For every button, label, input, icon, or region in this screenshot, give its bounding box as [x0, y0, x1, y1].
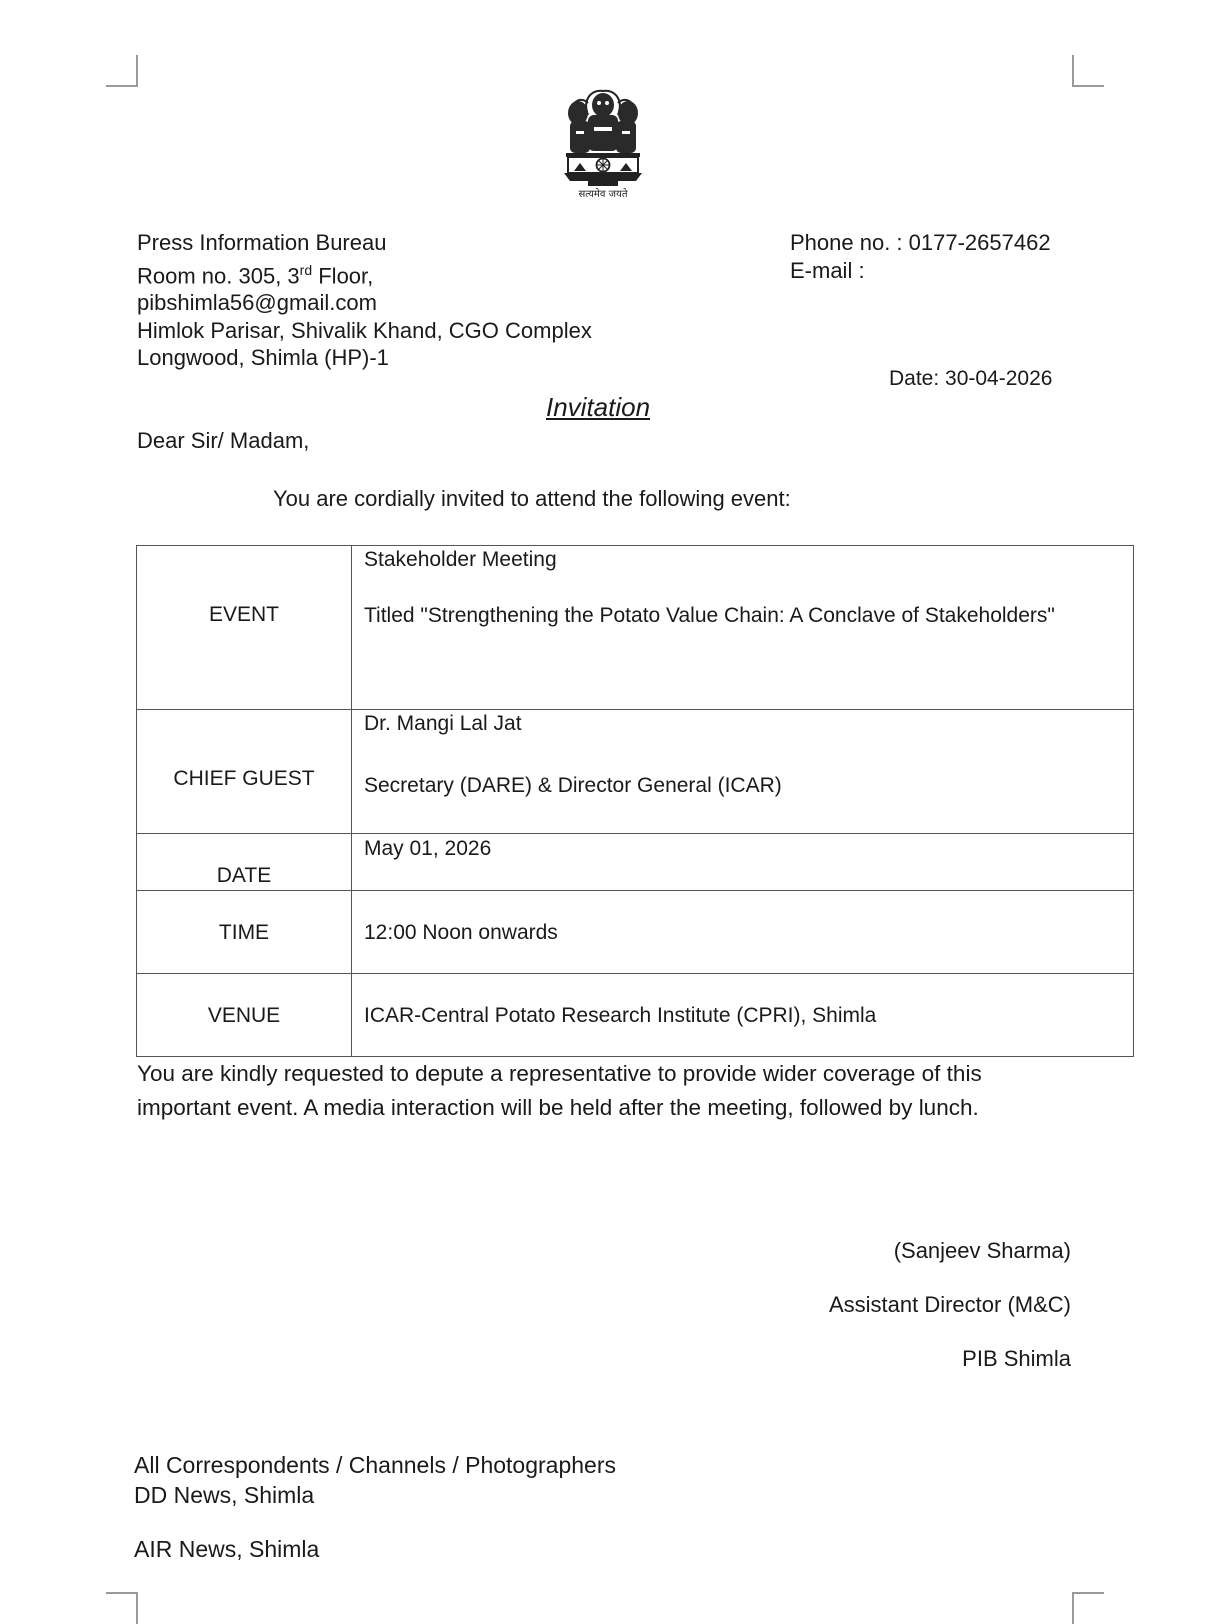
recipient-line: DD News, Shimla	[134, 1482, 315, 1508]
request-paragraph: You are kindly requested to depute a representative to provide wider coverage of this important event. A media interaction will be held after the meeting, followed by lunch.	[137, 1061, 982, 1120]
national-emblem-icon	[558, 85, 648, 200]
time-label: TIME	[218, 921, 270, 944]
emblem-motto: सत्यमेव जयते	[578, 189, 628, 200]
sender-address-line: Himlok Parisar, Shivalik Khand, CGO Complex	[137, 317, 592, 343]
time-label-cell	[137, 891, 352, 974]
margin-mark-top-left	[106, 55, 138, 87]
page-title: Invitation	[546, 392, 651, 422]
venue-label: VENUE	[207, 1004, 281, 1027]
event-label-cell	[137, 546, 352, 710]
venue-label-cell	[137, 974, 352, 1057]
signatory-name: (Sanjeev Sharma)	[893, 1238, 1071, 1263]
event-name: Stakeholder Meeting	[364, 548, 557, 571]
guest-label-cell	[137, 710, 352, 834]
date-value: May 01, 2026	[364, 837, 492, 860]
margin-mark-top-right	[1072, 55, 1104, 87]
contact-block	[790, 229, 1051, 284]
sender-city-line: Longwood, Shimla (HP)-1	[137, 345, 389, 371]
recipient-line: All Correspondents / Channels / Photographers	[134, 1452, 617, 1478]
table-row-event	[137, 546, 1134, 710]
table-row-chief-guest	[137, 710, 1134, 834]
intro-line: You are cordially invited to attend the following event:	[273, 486, 791, 511]
event-value-cell	[352, 546, 1134, 710]
recipient-line: AIR News, Shimla	[134, 1536, 320, 1562]
table-row-venue	[137, 974, 1134, 1057]
margin-mark-bottom-left	[106, 1592, 138, 1624]
sender-email: pibshimla56@gmail.com	[137, 290, 377, 316]
date-label: DATE	[216, 864, 272, 887]
margin-mark-bottom-right	[1072, 1592, 1104, 1624]
venue-value-cell	[352, 974, 1134, 1057]
sender-org: Press Information Bureau	[137, 230, 387, 255]
guest-name: Dr. Mangi Lal Jat	[364, 712, 522, 735]
date-value-cell	[352, 834, 1134, 891]
signatory-designation: Assistant Director (M&C)	[828, 1292, 1071, 1317]
event-title: Titled "Strengthening the Potato Value Chain: A Conclave of Stakeholders"	[364, 604, 1055, 627]
sender-room: Room no. 305, 3rd Floor,	[137, 261, 374, 288]
time-value: 12:00 Noon onwards	[364, 921, 558, 944]
event-label: EVENT	[208, 603, 279, 626]
time-value-cell	[352, 891, 1134, 974]
salutation: Dear Sir/ Madam,	[137, 428, 310, 453]
guest-value-cell	[352, 710, 1134, 834]
guest-label: CHIEF GUEST	[173, 767, 315, 790]
signatory-office: PIB Shimla	[962, 1346, 1071, 1371]
letter-date: Date: 30-04-2026	[889, 367, 1053, 390]
venue-value: ICAR-Central Potato Research Institute (CPRI), Shimla	[364, 1004, 877, 1027]
table-row-time	[137, 891, 1134, 974]
email-label: E-mail :	[790, 257, 865, 283]
guest-designation: Secretary (DARE) & Director General (ICAR)	[364, 774, 782, 797]
sender-address-block	[137, 229, 592, 372]
event-details-table	[136, 545, 1134, 1057]
phone-number: Phone no. : 0177-2657462	[790, 230, 1051, 255]
table-row-date	[137, 834, 1134, 891]
date-label-cell	[137, 834, 352, 891]
